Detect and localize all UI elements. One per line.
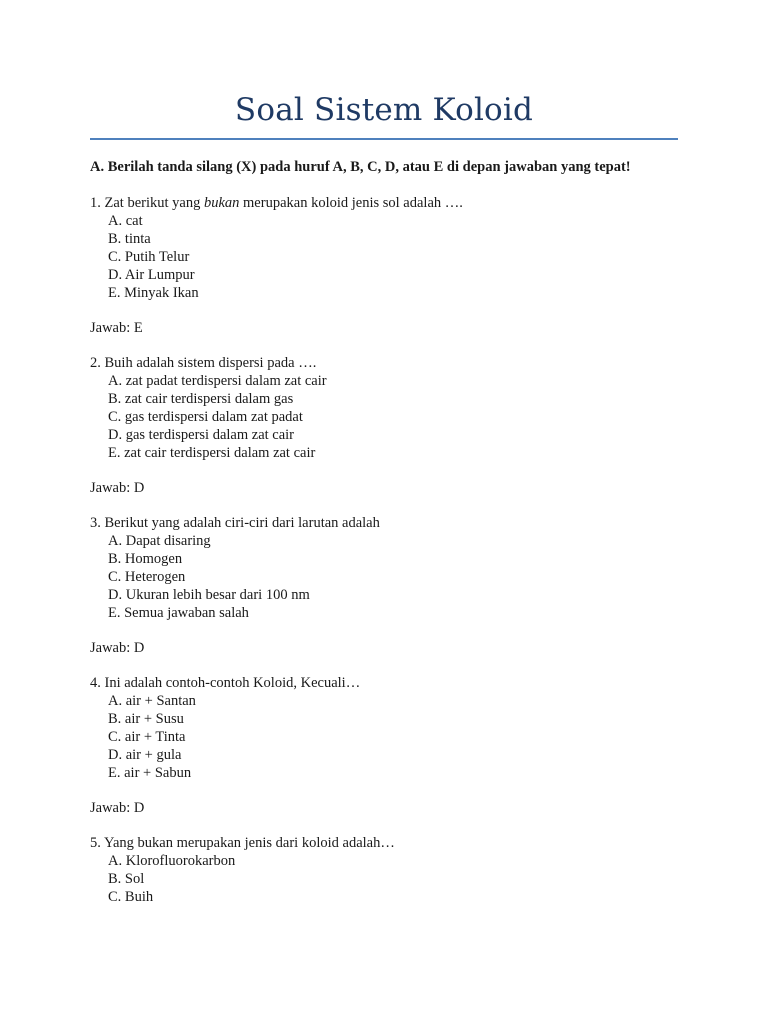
question-2-answer: Jawab: D (90, 480, 145, 496)
question-4-answer: Jawab: D (90, 800, 145, 816)
spacer (90, 782, 690, 799)
option-c: C. gas terdispersi dalam zat padat (108, 409, 303, 425)
question-number: 4. (90, 675, 101, 691)
question-text-rest: merupakan koloid jenis sol adalah …. (239, 195, 463, 211)
question-3-text (90, 514, 690, 532)
spacer (90, 302, 690, 319)
spacer (90, 817, 690, 834)
question-number: 2. (90, 355, 101, 371)
option-b: B. air + Susu (108, 711, 184, 727)
option-c: C. air + Tinta (108, 729, 186, 745)
spacer (90, 337, 690, 354)
question-number: 1. (90, 195, 101, 211)
question-text: Zat berikut yang (104, 195, 204, 211)
question-number: 5. (90, 835, 101, 851)
question-text: Buih adalah sistem dispersi pada …. (104, 355, 317, 371)
spacer (90, 622, 690, 639)
title-underline (90, 138, 678, 140)
question-text-emphasis: bukan (203, 195, 240, 211)
question-5 (90, 834, 690, 906)
question-3-answer: Jawab: D (90, 640, 145, 656)
question-number: 3. (90, 515, 101, 531)
option-a: A. air + Santan (108, 693, 196, 709)
spacer (90, 497, 690, 514)
question-list (90, 194, 690, 906)
question-2-options (90, 372, 690, 462)
option-d: D. Air Lumpur (108, 267, 195, 283)
question-text: Ini adalah contoh-contoh Koloid, Kecuali… (104, 675, 361, 691)
option-c: C. Buih (108, 889, 154, 905)
option-c: C. Putih Telur (108, 249, 190, 265)
option-a: A. zat padat terdispersi dalam zat cair (108, 373, 327, 389)
option-a: A. Klorofluorokarbon (108, 853, 236, 869)
question-4 (90, 674, 690, 834)
question-5-options (90, 852, 690, 906)
question-1-text (90, 194, 690, 212)
option-d: D. air + gula (108, 747, 182, 763)
option-e: E. Semua jawaban salah (108, 605, 249, 621)
question-1 (90, 194, 690, 354)
option-b: B. tinta (108, 231, 151, 247)
question-text: Yang bukan merupakan jenis dari koloid adalah… (103, 835, 395, 851)
option-d: D. Ukuran lebih besar dari 100 nm (108, 587, 310, 603)
option-b: B. zat cair terdispersi dalam gas (108, 391, 294, 407)
question-4-text (90, 674, 690, 692)
question-2-text (90, 354, 690, 372)
option-c: C. Heterogen (108, 569, 186, 585)
question-5-text (90, 834, 690, 852)
instruction-text: A. Berilah tanda silang (X) pada huruf A, B, C, D, atau E di depan jawaban yang tepat! (90, 159, 631, 175)
option-b: B. Homogen (108, 551, 183, 567)
question-1-options (90, 212, 690, 302)
question-4-options (90, 692, 690, 782)
spacer (90, 462, 690, 479)
option-d: D. gas terdispersi dalam zat cair (108, 427, 295, 443)
option-e: E. zat cair terdispersi dalam zat cair (108, 445, 316, 461)
option-a: A. Dapat disaring (108, 533, 211, 549)
option-b: B. Sol (108, 871, 145, 887)
option-e: E. Minyak Ikan (108, 285, 199, 301)
question-1-answer: Jawab: E (90, 320, 143, 336)
question-2 (90, 354, 690, 514)
question-3 (90, 514, 690, 674)
document-title: Soal Sistem Koloid (234, 92, 534, 128)
option-e: E. air + Sabun (108, 765, 192, 781)
option-a: A. cat (108, 213, 143, 229)
question-text: Berikut yang adalah ciri-ciri dari larutan adalah (104, 515, 380, 531)
question-3-options (90, 532, 690, 622)
spacer (90, 657, 690, 674)
